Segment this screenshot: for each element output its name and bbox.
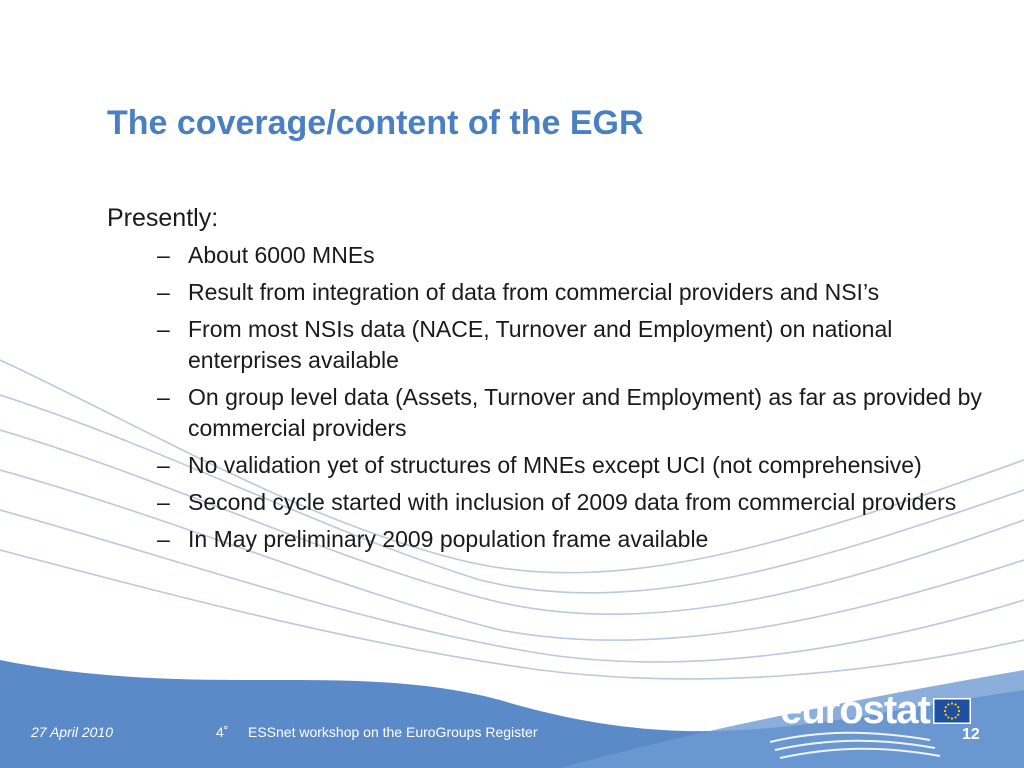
bullet-list — [107, 240, 987, 555]
page-number: 12 — [962, 726, 980, 743]
bullet-text: Second cycle started with inclusion of 2009 data from commercial providers — [188, 489, 957, 515]
list-item — [107, 382, 987, 444]
list-item — [107, 487, 987, 518]
bullet-text: No validation yet of structures of MNEs except UCI (not comprehensive) — [188, 452, 922, 478]
list-item — [107, 450, 987, 481]
dash-marker: – — [157, 316, 170, 342]
bullet-text: On group level data (Assets, Turnover and Employment) as far as provided by commercial providers — [188, 384, 982, 441]
footer-event-title: ESSnet workshop on the EuroGroups Register — [248, 724, 538, 740]
bullet-text: From most NSIs data (NACE, Turnover and Employment) on national enterprises available — [188, 316, 893, 373]
list-item — [107, 277, 987, 308]
eurostat-logo: eurostat — [780, 688, 930, 732]
footer-date: 27 April 2010 — [31, 724, 113, 740]
bullet-text: About 6000 MNEs — [188, 242, 375, 268]
dash-marker: – — [157, 489, 170, 515]
slide-title: The coverage/content of the EGR — [107, 104, 644, 142]
lead-text: Presently: — [107, 204, 219, 232]
dash-marker: – — [157, 452, 170, 478]
dash-marker: – — [157, 242, 170, 268]
bullet-text: Result from integration of data from commercial providers and NSI’s — [188, 279, 880, 305]
eu-flag-icon — [933, 698, 971, 724]
list-item — [107, 524, 987, 555]
footer-item-number: 4˚ — [216, 724, 229, 740]
dash-marker: – — [157, 384, 170, 410]
list-item — [107, 240, 987, 271]
slide-body — [107, 202, 987, 561]
dash-marker: – — [157, 279, 170, 305]
bullet-text: In May preliminary 2009 population frame available — [188, 526, 709, 552]
list-item — [107, 314, 987, 376]
dash-marker: – — [157, 526, 170, 552]
